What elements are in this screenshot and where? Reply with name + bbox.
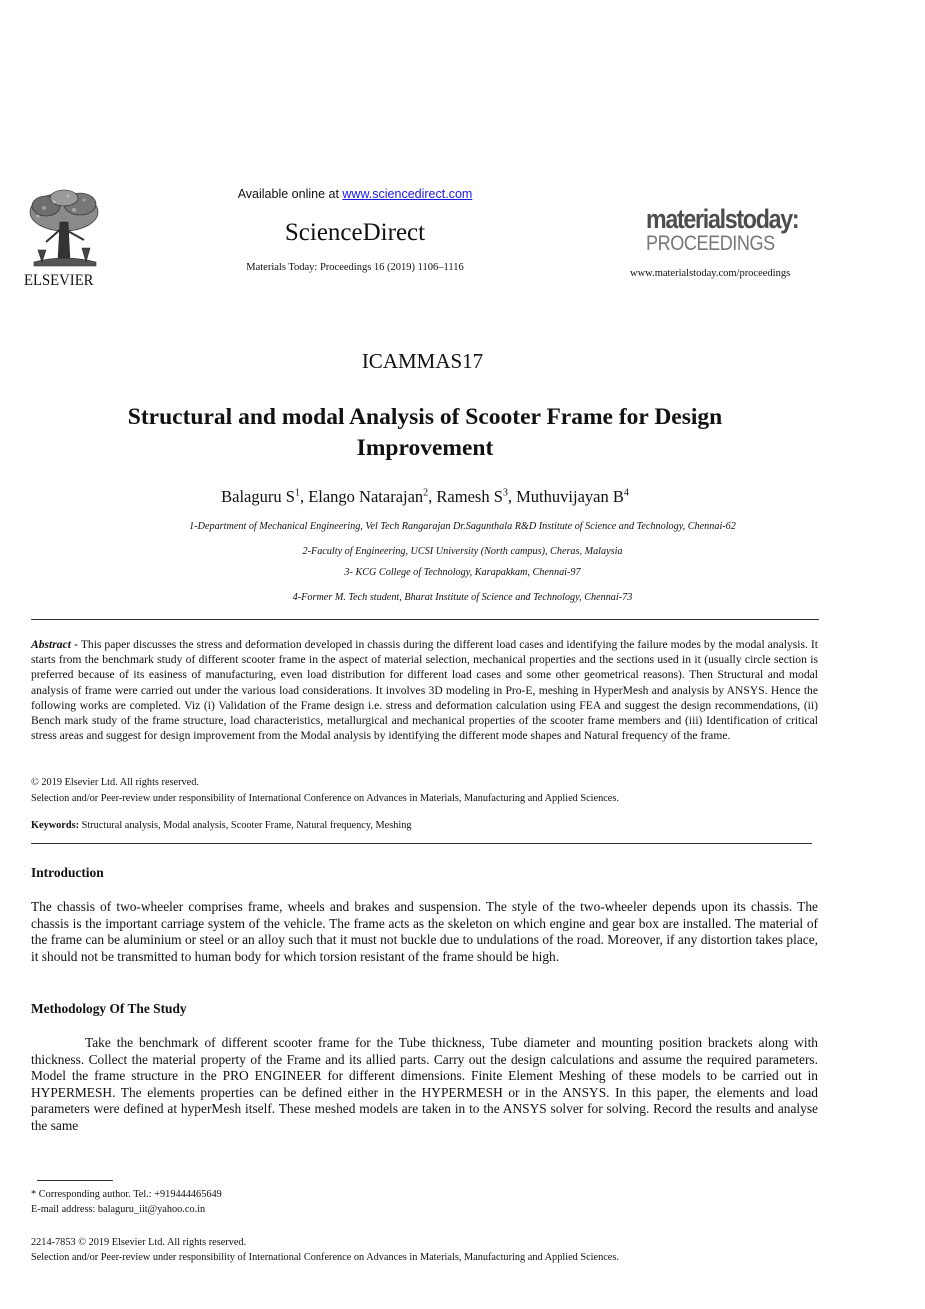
elsevier-logo	[24, 188, 106, 289]
authors	[0, 487, 850, 507]
journal-reference: Materials Today: Proceedings 16 (2019) 1106–1116	[246, 262, 464, 273]
divider-top	[31, 619, 819, 620]
author: Elango Natarajan$^2$,	[308, 487, 437, 506]
affiliation-3: 3- KCG College of Technology, Karapakkam, Chennai-97	[344, 567, 581, 578]
keywords-label: Keywords:	[31, 820, 80, 831]
materialstoday-logo	[646, 206, 826, 254]
email-address: E-mail address: balaguru_iit@yahoo.co.in	[31, 1204, 206, 1215]
abstract-peer-review: Selection and/or Peer-review under responsibility of International Conference on Advances in Materials, Manufacturing and Applied Sciences.	[31, 793, 619, 804]
materialstoday-brand-bottom: PROCEEDINGS	[646, 232, 775, 255]
author: Muthuvijayan $B^4$	[516, 487, 629, 506]
keywords	[31, 820, 412, 831]
sciencedirect-link[interactable]: www.sciencedirect.com	[342, 187, 473, 201]
affiliation-1: 1-Department of Mechanical Engineering, Vel Tech Rangarajan Dr.Sagunthala R&D Institute of Science and Technology, Chennai-62	[189, 521, 736, 532]
section-text-introduction: The chassis of two-wheeler comprises frame, wheels and brakes and suspension. The style of the two-wheeler depends upon its chassis. The chassis is the important carriage system of the vehicle. The frame acts as the skeleton on which engine and gear box are installed. The material of the frame can be aluminium or steel or an alloy such that it must not buckle due to undulations of the road. Moreover, if any distortion takes place, it should not be transmitted to human body for which torsion resistant of the frame should be high.	[31, 899, 818, 964]
paper-title	[0, 402, 850, 464]
keywords-list: Structural analysis, Modal analysis, Scooter Frame, Natural frequency, Meshing	[79, 820, 412, 831]
abstract-label: Abstract	[31, 638, 71, 651]
available-online-prefix: Available online at	[237, 187, 343, 201]
section-heading-methodology: Methodology Of The Study	[31, 1001, 187, 1016]
materialstoday-url: www.materialstoday.com/proceedings	[630, 268, 791, 279]
conference-name: ICAMMAS17	[361, 349, 484, 373]
author: Ramesh $S^3$,	[436, 487, 517, 506]
elsevier-wordmark: ELSEVIER	[24, 272, 94, 289]
footer-peer-review: Selection and/or Peer-review under responsibility of International Conference on Advances in Materials, Manufacturing and Applied Sciences.	[31, 1252, 619, 1263]
divider-abstract	[31, 843, 812, 844]
available-online	[0, 187, 710, 201]
materialstoday-brand-top: materialstoday:	[646, 204, 799, 234]
abstract-text: This paper discusses the stress and deformation developed in chassis during the different load cases and identifying the failure modes by the modal analysis. It starts from the benchmark study of different scooter frame in the aspect of material selection, mechanical properties and the sections used in it (usually circle section is preferred because of its easiness of manufacturing, even load distribution for different load cases and some other geometrical reasons). Then Structural and modal analysis of frame were carried out under the various load considerations. It involves 3D modeling in Pro-E, meshing in HyperMesh and analysis by ANSYS. Hence the following works are completed. Viz (i) Validation of the Frame design i.e. stress and deformation calculation using FEA and suggest the design recommendations, (ii) Bench mark study of the frame structure, load characteristics, metallurgical and mechanical properties of the scooter frame members and (iii) Identification of critical stress areas and suggest for design improvement from the Modal analysis by identifying the different mode shapes and Natural frequency of the frame.	[31, 638, 818, 743]
corresponding-author: * Corresponding author. Tel.: +919444465649	[31, 1189, 222, 1200]
author: Balaguru $S^1$,	[221, 487, 309, 506]
affiliation-4: 4-Former M. Tech student, Bharat Institute of Science and Technology, Chennai-73	[292, 592, 633, 603]
abstract: Abstract - This paper discusses the stress and deformation developed in chassis during the different load cases and identifying the failure modes by the modal analysis. It starts from the benchmark study of different scooter frame in the aspect of material selection, mechanical properties and the sections used in it (usually circle section is preferred because of its easiness of manufacturing, even load distribution for different load cases and some other geometrical reasons). Then Structural and modal analysis of frame were carried out under the various load considerations. It involves 3D modeling in Pro-E, meshing in HyperMesh and analysis by ANSYS. Hence the following works are completed. Viz (i) Validation of the Frame design i.e. stress and deformation calculation using FEA and suggest the design recommendations, (ii) Bench mark study of the frame structure, load characteristics, metallurgical and mechanical properties of the scooter frame members and (iii) Identification of critical stress areas and suggest for design improvement from the Modal analysis by identifying the different mode shapes and Natural frequency of the frame.	[31, 638, 818, 743]
section-heading-introduction: Introduction	[31, 865, 104, 880]
paper-title-line1: Structural and modal Analysis of Scooter Frame for Design	[127, 404, 723, 430]
sciencedirect-title: ScienceDirect	[284, 219, 426, 246]
abstract-copyright: © 2019 Elsevier Ltd. All rights reserved.	[31, 777, 199, 788]
elsevier-tree-icon	[24, 188, 106, 268]
section-text-methodology: Take the benchmark of different scooter frame for the Tube thickness, Tube diameter and mounting position brackets along with thickness. Collect the material property of the Frame and its allied parts. Carry out the design calculations and assume the required parameters. Model the frame structure in the PRO ENGINEER for different dimensions. Finite Element Meshing of these models to be carried out in HYPERMESH. The elements properties can be defined either in the HYPERMESH or in the ANSYS. In this paper, the elements and load parameters were defined at hyperMesh itself. These meshed models are taken in to the ANSYS solver for solving. Record the results and analyse the same	[31, 1035, 818, 1133]
footer-issn: 2214-7853 © 2019 Elsevier Ltd. All rights reserved.	[31, 1237, 247, 1248]
footnote-rule	[37, 1180, 113, 1181]
affiliation-2: 2-Faculty of Engineering, UCSI University (North campus), Cheras, Malaysia	[302, 546, 623, 557]
paper-title-line2: Improvement	[356, 435, 494, 461]
